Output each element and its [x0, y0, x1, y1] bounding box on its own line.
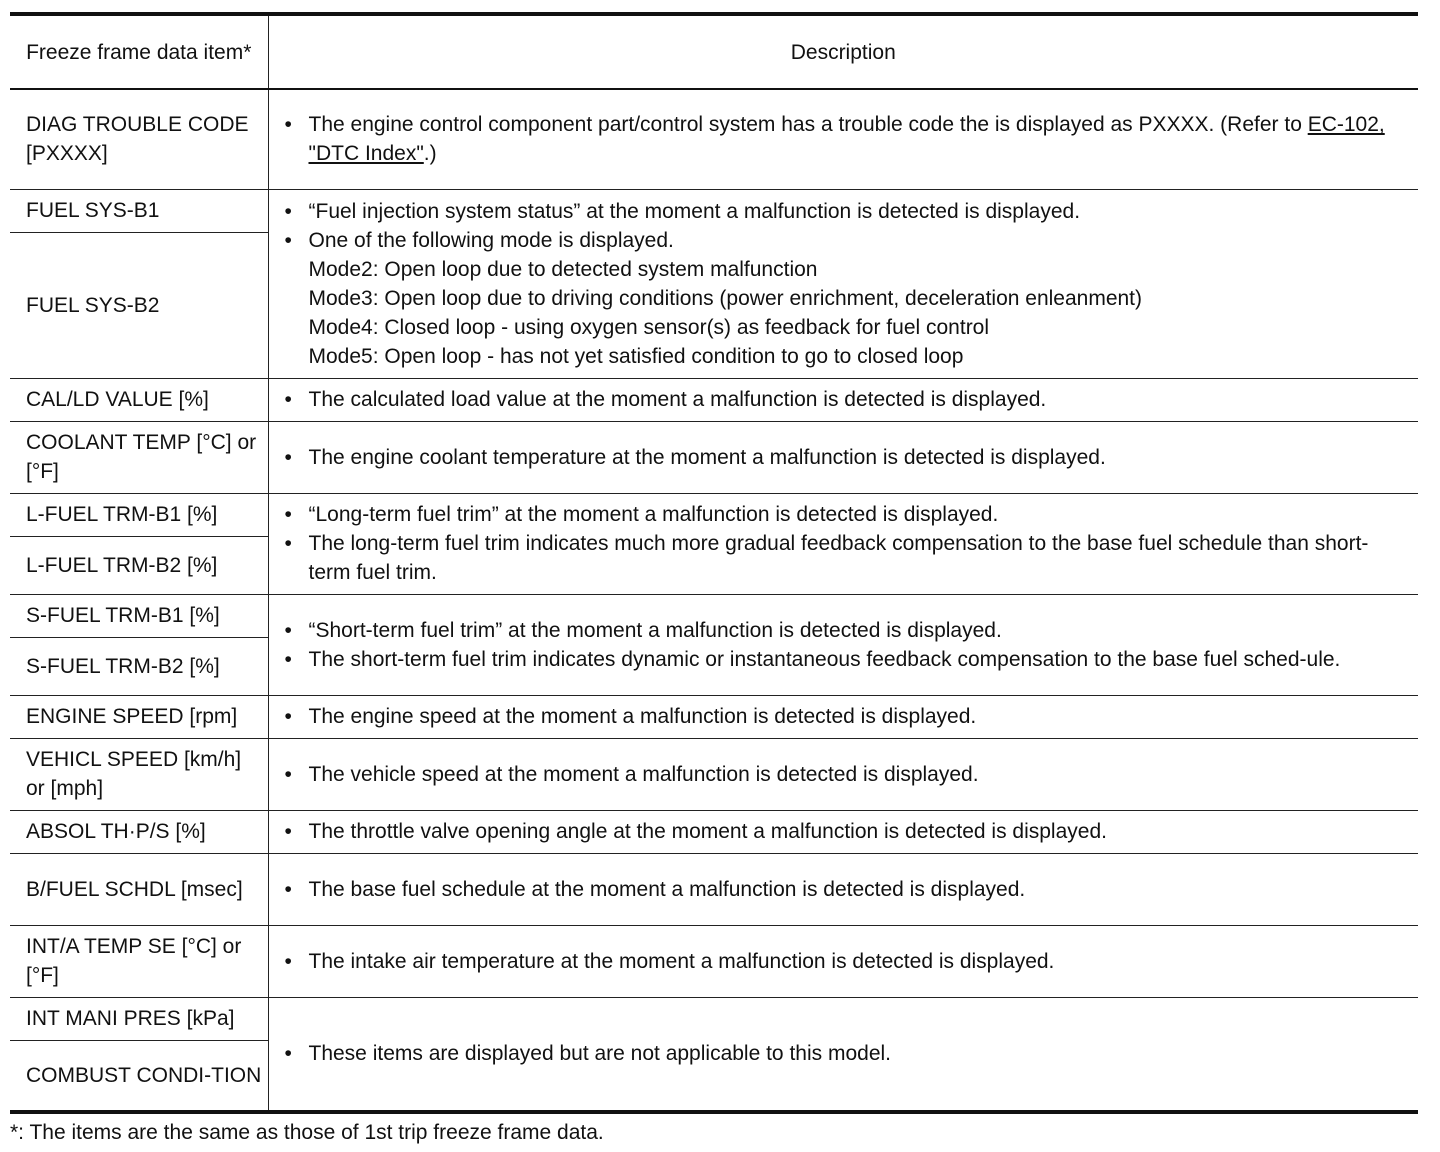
item-s-fuel-trm-b1: S-FUEL TRM-B1 [%] — [10, 594, 268, 637]
table-row — [10, 810, 1418, 853]
description-cell — [268, 189, 1418, 378]
mode-intro: • One of the following mode is displayed. — [308, 228, 674, 252]
table-row — [10, 997, 1418, 1040]
bullet: • “Long-term fuel trim” at the moment a malfunction is detected is displayed. — [283, 500, 1409, 529]
diag-description-tail: .) — [423, 142, 437, 166]
item-vehicle-speed: VEHICL SPEED [km/h] or [mph] — [10, 738, 268, 810]
table-header-row — [10, 14, 1418, 89]
bullet: • The calculated load value at the moment a malfunction is detected is displayed. — [283, 385, 1409, 414]
item-engine-speed: ENGINE SPEED [rpm] — [10, 695, 268, 738]
item-diag-trouble-code: DIAG TROUBLE CODE [PXXXX] — [10, 89, 268, 189]
description-cell — [268, 89, 1418, 189]
item-coolant-temp: COOLANT TEMP [°C] or [°F] — [10, 421, 268, 493]
bullet — [283, 110, 1409, 168]
bullet — [283, 226, 1409, 371]
mode-line: Mode4: Closed loop - using oxygen sensor(s) as feedback for fuel control — [308, 315, 990, 339]
item-int-mani-pres: INT MANI PRES [kPa] — [10, 997, 268, 1040]
bullet: • The vehicle speed at the moment a malfunction is detected is displayed. — [283, 760, 1409, 789]
bullet: • “Fuel injection system status” at the moment a malfunction is detected is displayed. — [283, 197, 1409, 226]
description-cell — [268, 493, 1418, 594]
table-row — [10, 738, 1418, 810]
item-cal-ld-value: CAL/LD VALUE [%] — [10, 378, 268, 421]
table-row — [10, 89, 1418, 189]
description-cell — [268, 925, 1418, 997]
table-row — [10, 493, 1418, 536]
bullet: • The short-term fuel trim indicates dynamic or instantaneous feedback compensation to the base fuel sched-ule. — [283, 645, 1409, 674]
bullet: • The throttle valve opening angle at the moment a malfunction is detected is displayed. — [283, 817, 1409, 846]
item-fuel-sys-b1: FUEL SYS-B1 — [10, 189, 268, 232]
description-cell — [268, 378, 1418, 421]
bullet: • The long-term fuel trim indicates much more gradual feedback compensation to the base fuel schedule than short-term fuel trim. — [283, 529, 1409, 587]
table-row — [10, 695, 1418, 738]
item-l-fuel-trm-b1: L-FUEL TRM-B1 [%] — [10, 493, 268, 536]
description-cell — [268, 810, 1418, 853]
description-cell — [268, 853, 1418, 925]
table-row — [10, 189, 1418, 232]
diag-description-text: The engine control component part/control system has a trouble code the is displayed as PXXXX. (Refer to — [308, 113, 1308, 137]
table-row — [10, 594, 1418, 637]
description-cell — [268, 421, 1418, 493]
bullet: • The engine coolant temperature at the moment a malfunction is detected is displayed. — [283, 443, 1409, 472]
description-cell — [268, 594, 1418, 695]
bullet: • “Short-term fuel trim” at the moment a malfunction is detected is displayed. — [283, 616, 1409, 645]
column-header-description: Description — [268, 14, 1418, 89]
table-row — [10, 925, 1418, 997]
bullet: • The intake air temperature at the moment a malfunction is detected is displayed. — [283, 947, 1409, 976]
description-cell — [268, 997, 1418, 1112]
table-row — [10, 421, 1418, 493]
column-header-item: Freeze frame data item* — [10, 14, 268, 89]
table-row — [10, 378, 1418, 421]
item-fuel-sys-b2: FUEL SYS-B2 — [10, 232, 268, 378]
item-absol-th-ps: ABSOL TH·P/S [%] — [10, 810, 268, 853]
item-combust-condition: COMBUST CONDI-TION — [10, 1040, 268, 1112]
freeze-frame-table — [10, 12, 1418, 1114]
freeze-frame-document — [10, 12, 1418, 1147]
item-s-fuel-trm-b2: S-FUEL TRM-B2 [%] — [10, 637, 268, 695]
mode-line: Mode2: Open loop due to detected system malfunction — [308, 257, 818, 281]
description-cell — [268, 695, 1418, 738]
item-b-fuel-schdl: B/FUEL SCHDL [msec] — [10, 853, 268, 925]
table-footnote: *: The items are the same as those of 1st trip freeze frame data. — [10, 1121, 604, 1144]
dtc-index-link[interactable]: EC-102, "DTC Index" — [308, 113, 1385, 166]
bullet: • The engine speed at the moment a malfunction is detected is displayed. — [283, 702, 1409, 731]
mode-line: Mode3: Open loop due to driving conditions (power enrichment, deceleration enleanment) — [308, 286, 1142, 310]
item-int-a-temp-se: INT/A TEMP SE [°C] or [°F] — [10, 925, 268, 997]
bullet: • The base fuel schedule at the moment a malfunction is detected is displayed. — [283, 875, 1409, 904]
description-cell — [268, 738, 1418, 810]
item-l-fuel-trm-b2: L-FUEL TRM-B2 [%] — [10, 536, 268, 594]
mode-line: Mode5: Open loop - has not yet satisfied condition to go to closed loop — [308, 344, 964, 368]
bullet: • These items are displayed but are not applicable to this model. — [283, 1039, 1409, 1068]
table-row — [10, 853, 1418, 925]
